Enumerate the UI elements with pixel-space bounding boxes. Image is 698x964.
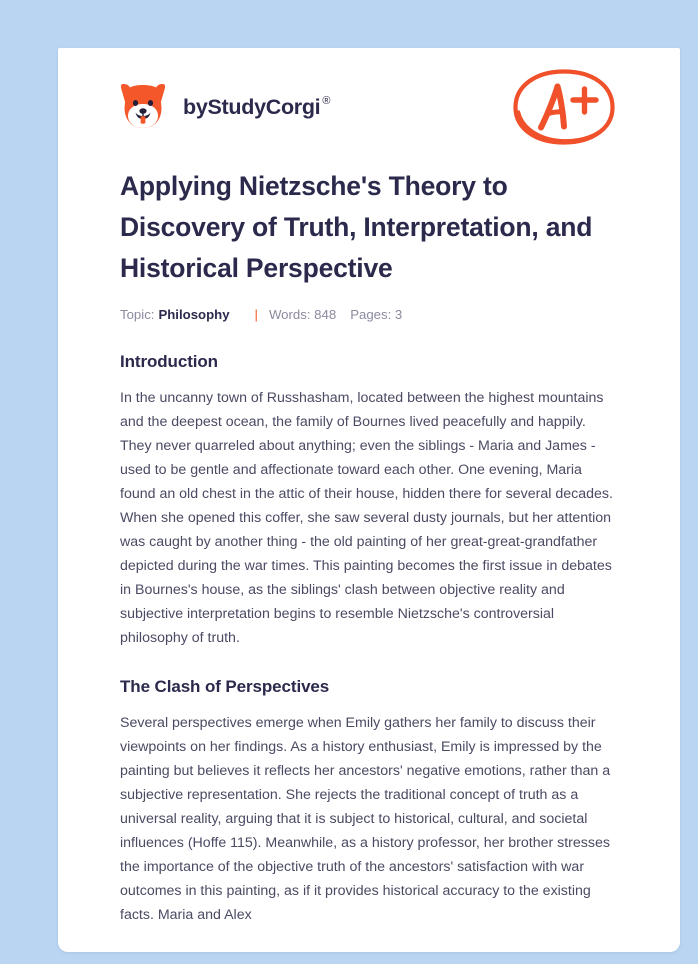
meta-pages-value: 3	[394, 307, 403, 322]
meta-words	[269, 307, 336, 322]
document-header	[120, 48, 618, 148]
document-page	[58, 48, 680, 952]
brand-prefix: by	[183, 94, 208, 119]
meta-topic-value[interactable]: Philosophy	[158, 307, 230, 322]
corgi-logo-icon	[120, 82, 166, 132]
page-content	[58, 48, 680, 927]
a-plus-grade-badge-icon	[510, 66, 618, 148]
meta-topic-label: Topic:	[120, 307, 155, 322]
meta-words-value: 848	[314, 307, 337, 322]
brand-lockup	[120, 82, 330, 132]
document-meta	[120, 307, 618, 322]
page-title: Applying Nietzsche's Theory to Discovery of Truth, Interpretation, and Historical Perspective	[120, 171, 593, 283]
section-heading-clash-of-perspectives: The Clash of Perspectives	[120, 677, 330, 696]
meta-separator: |	[254, 307, 258, 322]
meta-topic	[120, 307, 230, 322]
brand-wordmark	[183, 95, 330, 120]
section-heading-introduction: Introduction	[120, 352, 218, 371]
section-paragraph: In the uncanny town of Russhasham, located between the highest mountains and the deepest ocean, the family of Bournes lived peacefully and happily. They never quarreled about anything; even the siblings - Maria and James - used to be gentle and affectionate toward each other. One evening, Maria found an old chest in the attic of their house, hidden there for several decades. When she opened this coffer, she saw several dusty journals, but her attention was caught by another thing - the old painting of her great-great-grandfather depicted during the war times. This painting becomes the first issue in debates in Bournes's house, as the siblings' clash between objective reality and subjective interpretation begins to resemble Nietzsche's controversial philosophy of truth.	[120, 390, 613, 646]
meta-words-label: Words:	[268, 307, 311, 322]
meta-pages-label: Pages:	[350, 307, 392, 322]
section-paragraph: Several perspectives emerge when Emily gathers her family to discuss their viewpoints on her findings. As a history enthusiast, Emily is impressed by the painting but believes it reflects her ancestors' negative emotions, rather than a subjective representation. She rejects the traditional concept of truth as a universal reality, arguing that it is subject to historical, cultural, and societal influences (Hoffe 115). Meanwhile, as a history professor, her brother stresses the importance of the objective truth of the ancestors' satisfaction with war outcomes in this painting, as if it provides historical accuracy to the existing facts. Maria and Alex	[120, 715, 611, 923]
brand-name: StudyCorgi	[207, 94, 321, 119]
meta-pages	[350, 307, 402, 322]
registered-trademark-icon: ®	[322, 94, 331, 107]
